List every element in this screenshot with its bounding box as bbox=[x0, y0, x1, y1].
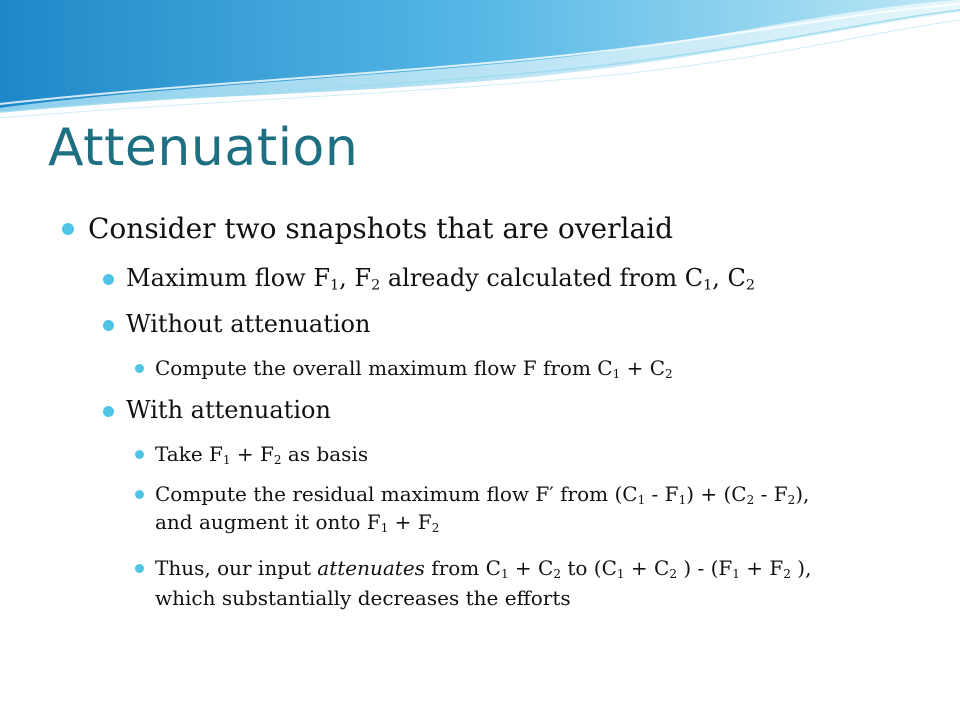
bullet-thus-attenuates: Thus, our input attenuates from $C_1 + C_2$ to ($C_1 + C_2$ ) - ($F_1 + F_2$ ), bbox=[155, 556, 811, 580]
bullet-dot-icon bbox=[135, 490, 144, 499]
bullet-consider-snapshots: Consider two snapshots that are overlaid bbox=[88, 212, 673, 245]
header-wave-banner bbox=[0, 0, 960, 130]
bullet-dot-icon bbox=[135, 450, 144, 459]
bullet-without-attenuation: Without attenuation bbox=[126, 310, 370, 338]
bullet-dot-icon bbox=[103, 274, 114, 285]
bullet-compute-residual-continuation: and augment it onto $F_1 + F_2$ bbox=[155, 510, 440, 535]
bullet-dot-icon bbox=[62, 223, 74, 235]
bullet-dot-icon bbox=[135, 564, 144, 573]
bullet-dot-icon bbox=[135, 364, 144, 373]
bullet-thus-attenuates-continuation: which substantially decreases the efforts bbox=[155, 586, 571, 610]
bullet-compute-residual: Compute the residual maximum flow F′ from $(C_1 - F_1) + (C_2 - F_2)$, bbox=[155, 482, 809, 506]
slide-title: Attenuation bbox=[48, 118, 359, 178]
bullet-with-attenuation: With attenuation bbox=[126, 396, 331, 424]
bullet-compute-overall: Compute the overall maximum flow F from $C_1 + C_2$ bbox=[155, 356, 673, 380]
bullet-dot-icon bbox=[103, 406, 114, 417]
bullet-take-basis: Take $F_1 + F_2$ as basis bbox=[155, 442, 368, 466]
bullet-dot-icon bbox=[103, 320, 114, 331]
bullet-maximum-flow: Maximum flow $F_1$, $F_2$ already calculated from $C_1$, $C_2$ bbox=[126, 264, 755, 292]
